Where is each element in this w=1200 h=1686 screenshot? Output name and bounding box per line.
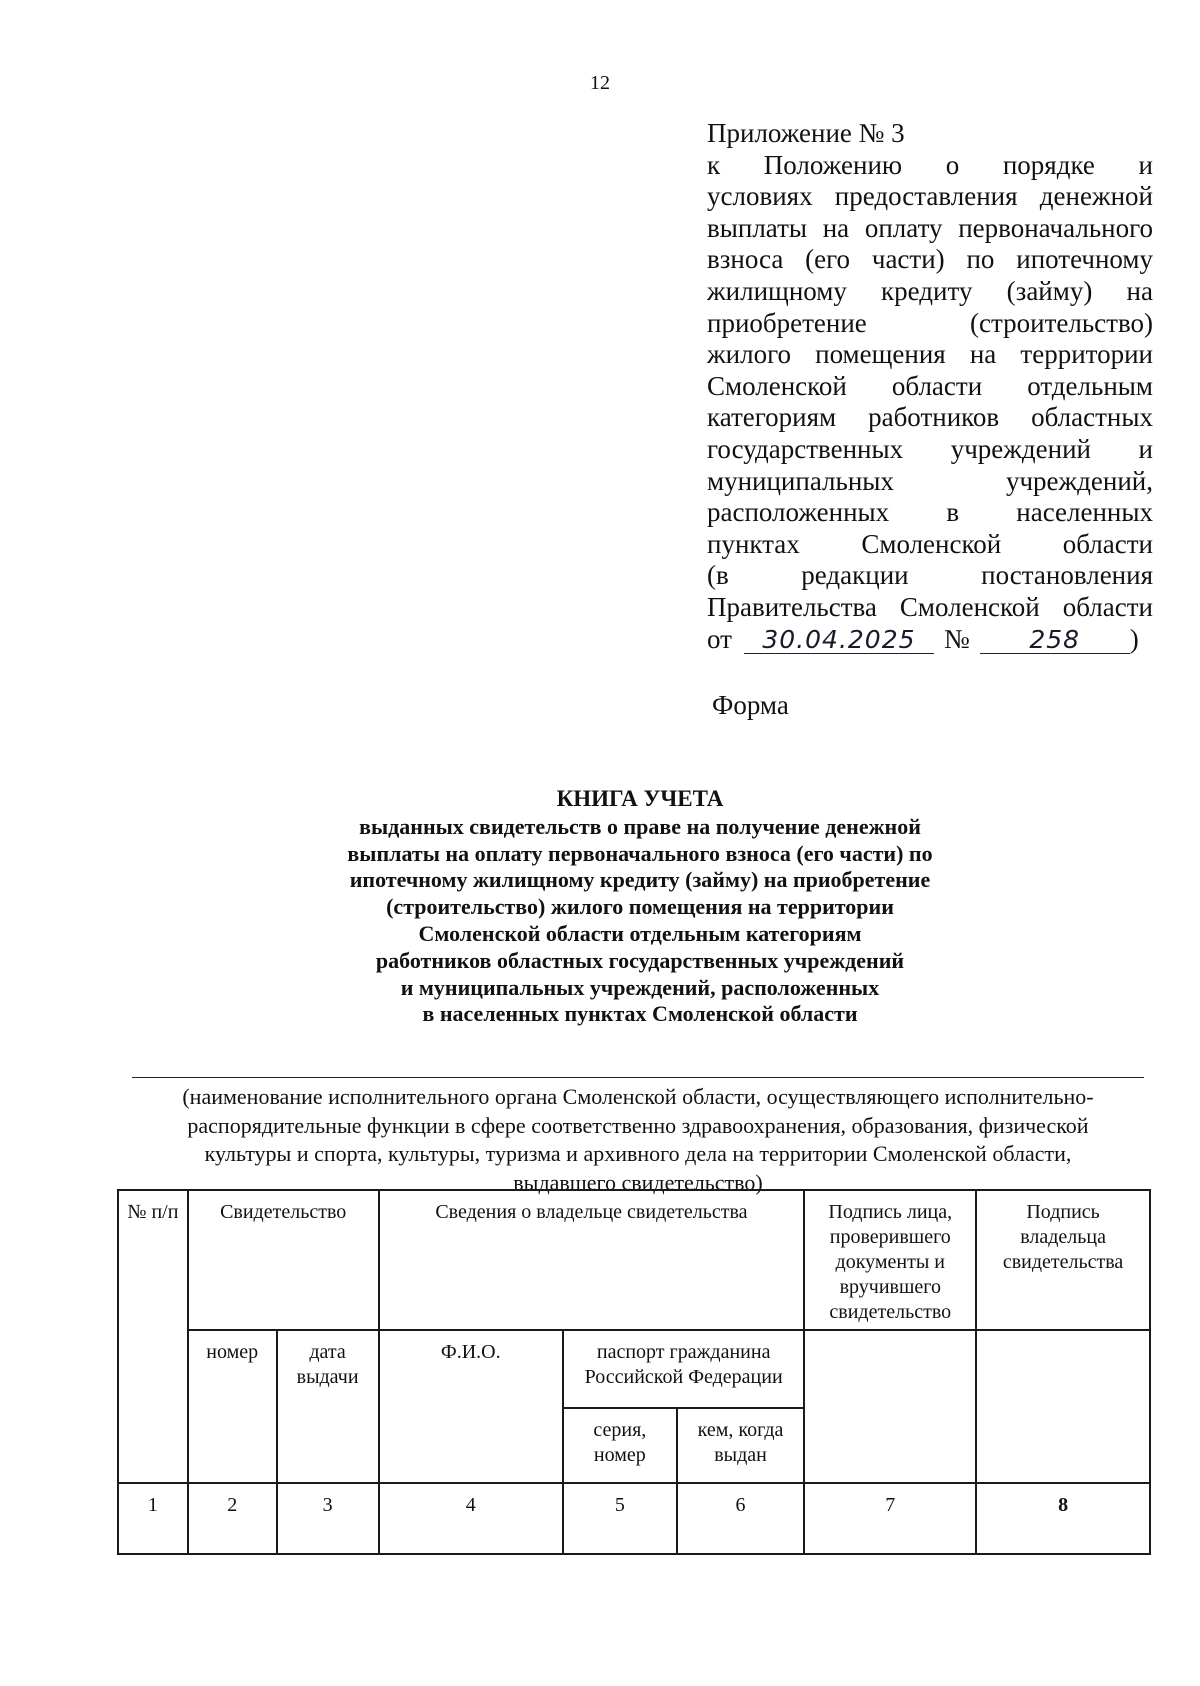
appendix-line: Правительства Смоленской области — [707, 591, 1153, 622]
header-owner-info: Сведения о владельце свидетельства — [379, 1190, 805, 1330]
book-title-line: в населенных пунктах Смоленской области — [422, 1001, 858, 1027]
form-label: Форма — [712, 690, 789, 720]
subheader-fio: Ф.И.О. — [379, 1330, 563, 1483]
subheader-number: номер — [188, 1330, 277, 1483]
org-caption-line: распорядительные функции в сфере соответственно здравоохранения, образования, физической — [187, 1112, 1089, 1138]
column-number: 3 — [277, 1483, 379, 1554]
empty-cell — [976, 1330, 1150, 1483]
subheader-series: серия, номер — [563, 1408, 677, 1483]
appendix-line: взноса (его части) по ипотечному — [707, 244, 1153, 275]
appendix-line: Смоленской области отдельным — [707, 370, 1153, 401]
appendix-header — [707, 118, 1153, 655]
empty-cell — [804, 1330, 976, 1483]
appendix-title: Приложение № 3 — [707, 118, 905, 148]
issued-prefix: от — [707, 623, 732, 654]
book-title-line: и муниципальных учреждений, расположенных — [400, 974, 880, 1000]
appendix-line: условиях предоставления денежной — [707, 181, 1153, 212]
handwritten-number: 258 — [980, 627, 1130, 654]
handwritten-date: 30.04.2025 — [744, 627, 934, 654]
subheader-issued-by: кем, когда выдан — [677, 1408, 805, 1483]
closing-paren: ) — [1129, 623, 1139, 654]
org-caption-line: выдавшего свидетельство) — [513, 1169, 763, 1195]
book-title-line: ипотечному жилищному кредиту (займу) на приобретение — [349, 867, 931, 893]
column-number: 2 — [188, 1483, 277, 1554]
book-title-line: работников областных государственных учреждений — [375, 947, 905, 973]
column-number: 8 — [976, 1483, 1150, 1554]
subheader-passport: паспорт гражданина Российской Федерации — [563, 1330, 804, 1408]
book-title-line: Смоленской области отдельным категориям — [418, 920, 862, 946]
column-number: 7 — [804, 1483, 976, 1554]
appendix-line: категориям работников областных — [707, 402, 1153, 433]
org-caption-line: (наименование исполнительного органа Смоленской области, осуществляющего исполнительно- — [182, 1084, 1094, 1109]
issued-line — [707, 624, 1153, 656]
appendix-line: пунктах Смоленской области — [707, 528, 1153, 559]
header-certificate: Свидетельство — [188, 1190, 379, 1330]
appendix-line: жилищному кредиту (займу) на — [707, 275, 1153, 306]
book-title-line: выданных свидетельств о праве на получение денежной — [359, 813, 921, 839]
book-title-main: КНИГА УЧЕТА — [556, 786, 724, 811]
appendix-line: расположенных в населенных — [707, 497, 1153, 528]
number-label: № — [943, 623, 970, 654]
header-no: № п/п — [118, 1190, 188, 1483]
org-caption — [118, 1083, 1158, 1197]
column-number: 4 — [379, 1483, 563, 1554]
column-number: 1 — [118, 1483, 188, 1554]
header-checker-signature: Подпись лица, проверившего документы и вручившего свидетельство — [804, 1190, 976, 1330]
subheader-date: дата выдачи — [277, 1330, 379, 1483]
column-number: 6 — [677, 1483, 805, 1554]
table-subheader-row — [118, 1330, 1150, 1408]
table-header-row — [118, 1190, 1150, 1330]
book-title-line: выплаты на оплату первоначального взноса (его части) по — [347, 840, 933, 866]
book-title-line: (строительство) жилого помещения на территории — [386, 894, 894, 920]
org-name-fill-line — [132, 1077, 1144, 1078]
appendix-line: приобретение (строительство) — [707, 307, 1153, 338]
table-row — [118, 1483, 1150, 1554]
appendix-line: жилого помещения на территории — [707, 339, 1153, 370]
appendix-line: муниципальных учреждений, — [707, 465, 1153, 496]
ledger-table — [117, 1189, 1151, 1555]
book-title — [120, 786, 1160, 1028]
column-number: 5 — [563, 1483, 677, 1554]
page-number: 12 — [590, 72, 610, 94]
header-owner-signature: Подпись владельца свидетельства — [976, 1190, 1150, 1330]
appendix-line: государственных учреждений и — [707, 433, 1153, 464]
appendix-line: (в редакции постановления — [707, 560, 1153, 591]
org-caption-line: культуры и спорта, культуры, туризма и архивного дела на территории Смоленской области, — [204, 1141, 1072, 1166]
appendix-line: к Положению о порядке и — [707, 149, 1153, 180]
appendix-line: выплаты на оплату первоначального — [707, 212, 1153, 243]
